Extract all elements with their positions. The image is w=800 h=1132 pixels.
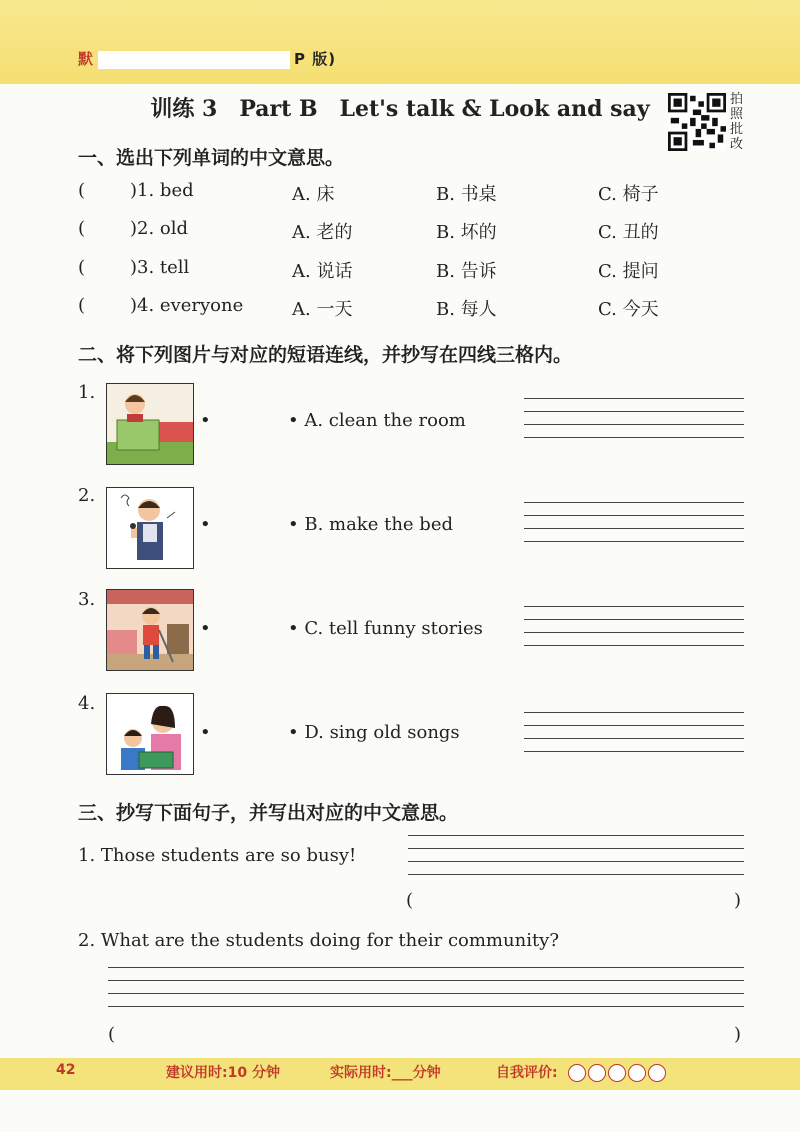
writing-lines[interactable]: [408, 835, 744, 875]
phrase-option[interactable]: • B. make the bed: [288, 514, 453, 535]
writing-lines[interactable]: [524, 502, 744, 542]
writing-lines[interactable]: [524, 712, 744, 752]
page-number: 42: [56, 1062, 76, 1078]
answer-paren-open: (: [406, 890, 414, 911]
item-number: 3.: [78, 589, 96, 610]
phrase-option[interactable]: • C. tell funny stories: [288, 618, 483, 639]
writing-lines[interactable]: [524, 398, 744, 438]
self-evaluation: 自我评价:: [496, 1065, 558, 1081]
phrase-option[interactable]: • A. clean the room: [288, 410, 466, 431]
match-dot[interactable]: •: [200, 514, 211, 535]
answer-paren-close: ): [734, 1024, 742, 1045]
redacted-area: [98, 51, 290, 69]
sentence-2: 2. What are the students doing for their community?: [78, 930, 559, 951]
item-number: 2.: [78, 485, 96, 506]
rating-stars[interactable]: [568, 1064, 668, 1086]
header-band: [0, 0, 800, 84]
match-dot[interactable]: •: [200, 722, 211, 743]
item-number: 1.: [78, 382, 96, 403]
section3-heading: 三、抄写下面句子，并写出对应的中文意思。: [78, 802, 459, 824]
section2-heading: 二、将下列图片与对应的短语连线，并抄写在四线三格内。: [78, 344, 573, 366]
mother-telling-story-picture: [106, 693, 194, 775]
suggested-time: 建议用时:10 分钟: [166, 1065, 280, 1081]
sentence-1: 1. Those students are so busy!: [78, 845, 357, 866]
man-singing-picture: [106, 487, 194, 569]
lesson-title: 训练 3 Part B Let's talk & Look and say: [150, 96, 650, 122]
book-title: 默 P 版): [78, 50, 337, 68]
qr-code-icon[interactable]: [668, 93, 726, 151]
phrase-option[interactable]: • D. sing old songs: [288, 722, 460, 743]
match-dot[interactable]: •: [200, 618, 211, 639]
writing-lines[interactable]: [108, 967, 744, 1007]
qr-label: 拍照批改: [730, 92, 744, 152]
star-icon[interactable]: [568, 1064, 586, 1082]
star-icon[interactable]: [588, 1064, 606, 1082]
boy-cleaning-room-picture: [106, 589, 194, 671]
star-icon[interactable]: [628, 1064, 646, 1082]
star-icon[interactable]: [608, 1064, 626, 1082]
actual-time: 实际用时:___分钟: [330, 1065, 441, 1081]
section1-heading: 一、选出下列单词的中文意思。: [78, 147, 345, 169]
boy-making-bed-picture: [106, 383, 194, 465]
match-dot[interactable]: •: [200, 410, 211, 431]
answer-paren-open: (: [108, 1024, 116, 1045]
writing-lines[interactable]: [524, 606, 744, 646]
star-icon[interactable]: [648, 1064, 666, 1082]
item-number: 4.: [78, 693, 96, 714]
answer-paren-close: ): [734, 890, 742, 911]
